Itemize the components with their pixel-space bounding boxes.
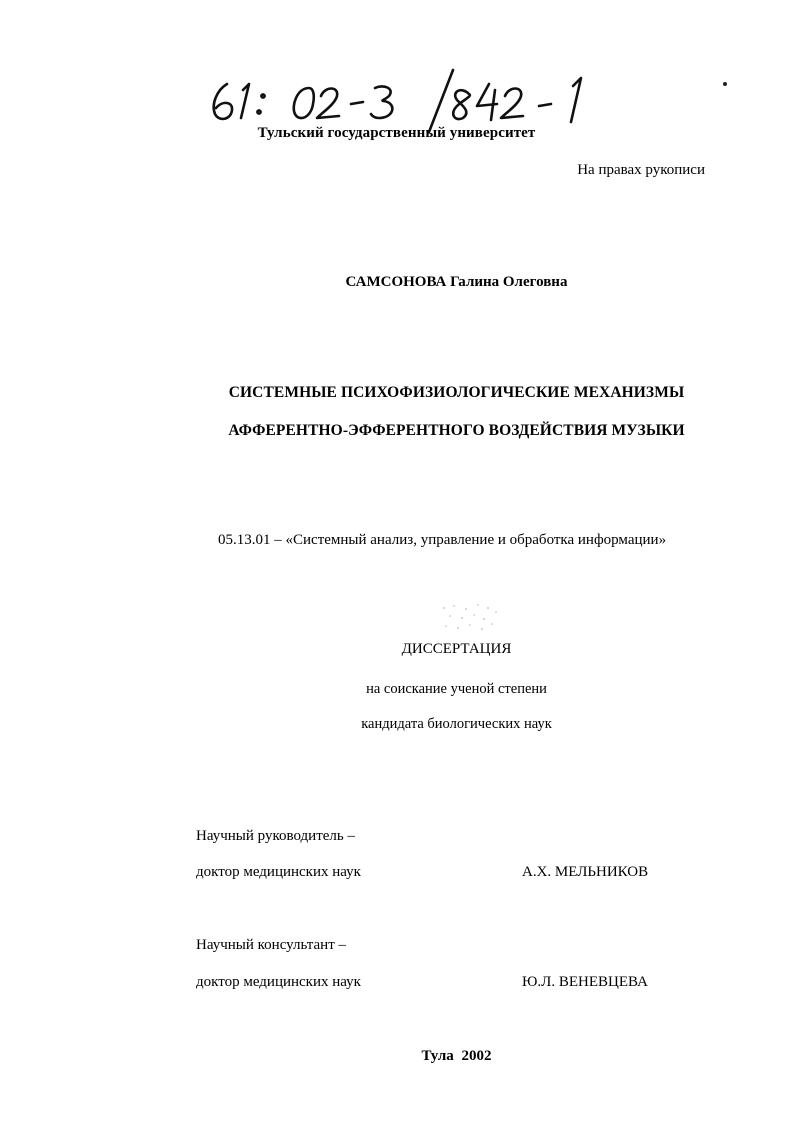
thesis-title-line-1: СИСТЕМНЫЕ ПСИХОФИЗИОЛОГИЧЕСКИЕ МЕХАНИЗМЫ xyxy=(228,384,685,401)
supervisor-degree: доктор медицинских наук xyxy=(196,864,361,880)
handwritten-code-drawing xyxy=(205,64,605,134)
supervisor-name: А.Х. МЕЛЬНИКОВ xyxy=(522,864,649,880)
specialty-code: 05.13.01 – «Системный анализ, управление и обработка информации» xyxy=(218,532,667,548)
university-name: Тульский государственный университет xyxy=(257,125,536,141)
handwritten-archive-code xyxy=(205,64,605,134)
city-and-year: Тула 2002 xyxy=(421,1048,492,1064)
degree-line-2: кандидата биологических наук xyxy=(361,716,552,732)
manuscript-rights-note: На правах рукописи xyxy=(577,162,705,178)
consultant-name: Ю.Л. ВЕНЕВЦЕВА xyxy=(522,974,648,990)
consultant-role: Научный консультант – xyxy=(196,937,346,953)
author-name: САМСОНОВА Галина Олеговна xyxy=(345,274,568,290)
degree-line-1: на соискание ученой степени xyxy=(366,681,547,697)
document-type: ДИССЕРТАЦИЯ xyxy=(401,641,512,657)
supervisor-role: Научный руководитель – xyxy=(196,828,355,844)
thesis-title-line-2: АФФЕРЕНТНО-ЭФФЕРЕНТНОГО ВОЗДЕЙСТВИЯ МУЗЫКИ xyxy=(228,422,685,439)
scan-speck xyxy=(723,82,727,86)
faint-stamp-mark xyxy=(430,600,510,634)
consultant-degree: доктор медицинских наук xyxy=(196,974,361,990)
